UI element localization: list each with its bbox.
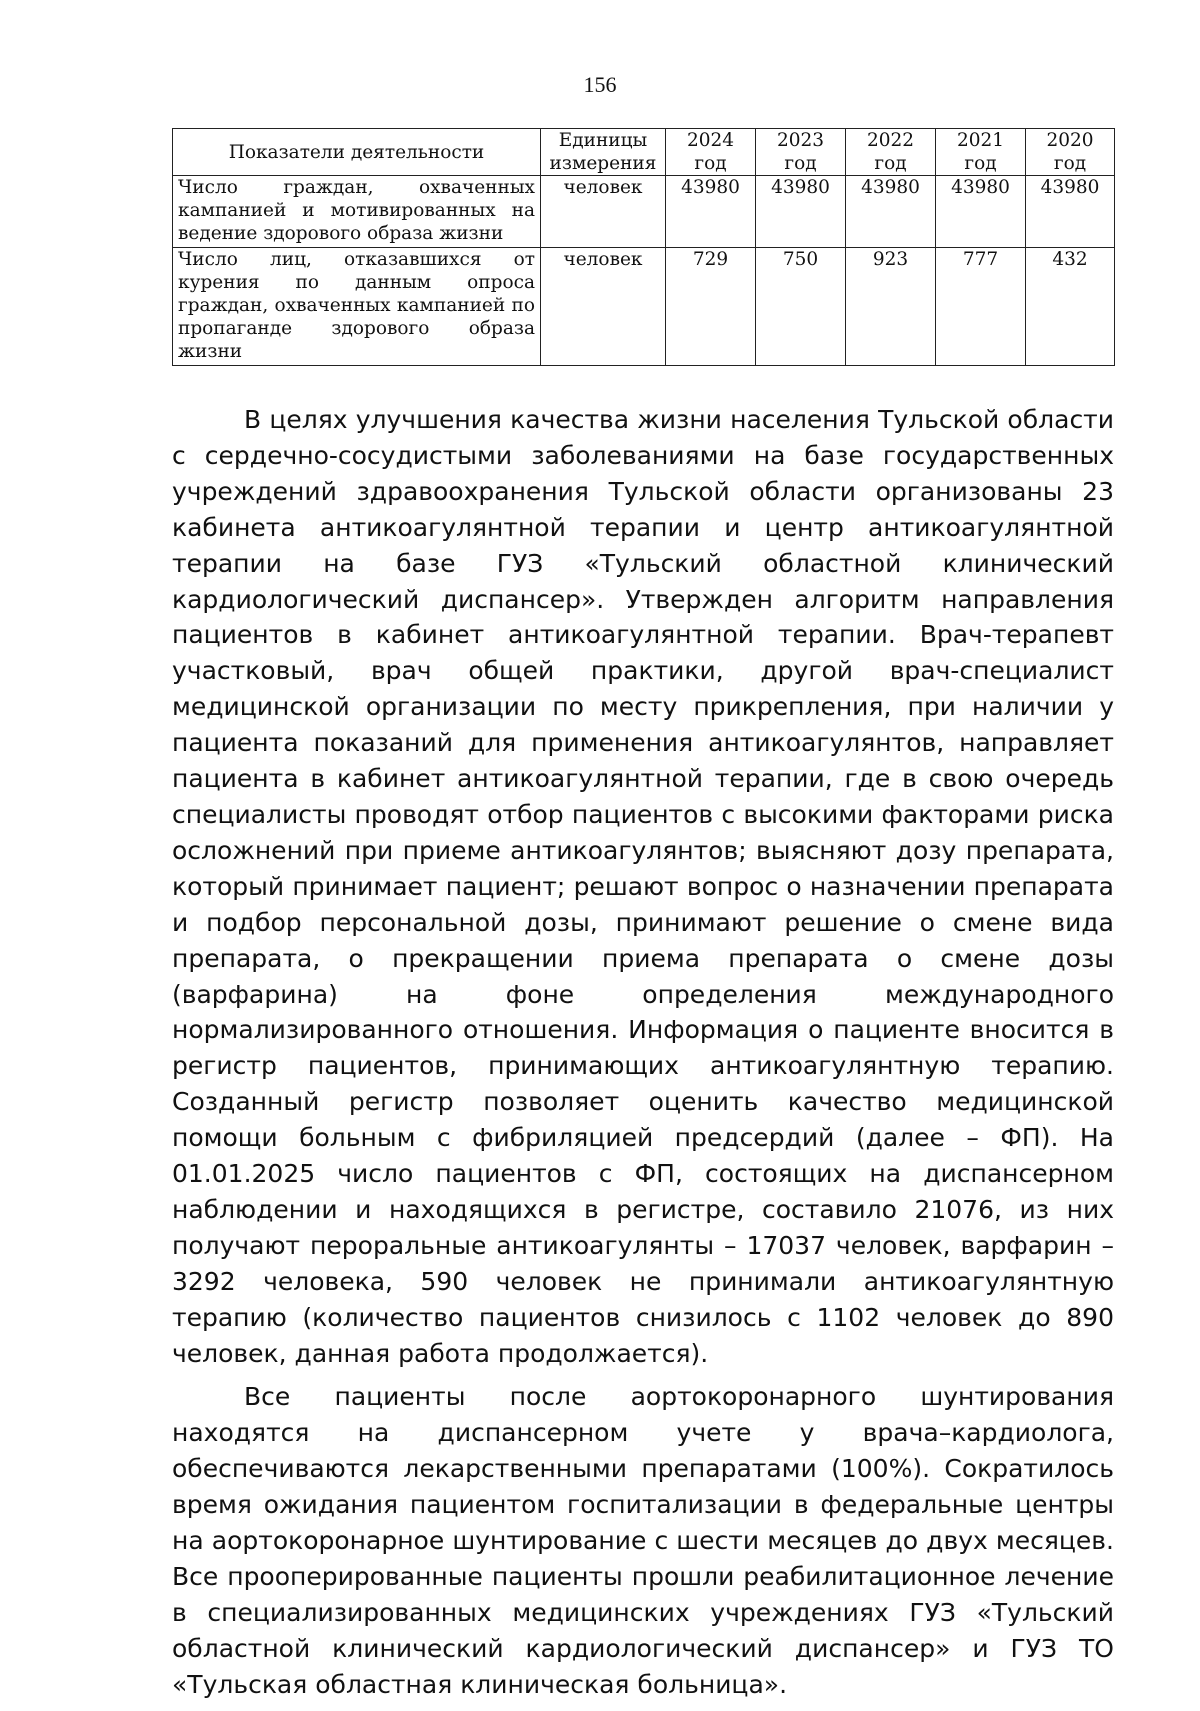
table-row xyxy=(173,248,1115,366)
header-year-2024: 2024 год xyxy=(666,129,756,176)
row-value-2024: 43980 xyxy=(666,176,756,248)
row-value-2020: 43980 xyxy=(1026,176,1115,248)
table-header-row xyxy=(173,129,1115,176)
row-unit: человек xyxy=(541,248,666,366)
row-value-2021: 43980 xyxy=(936,176,1026,248)
row-value-2020: 432 xyxy=(1026,248,1115,366)
paragraph-bypass-surgery: Все пациенты после аортокоронарного шунтирования находятся на диспансерном учете у врача–кардиолога, обеспечиваются лекарственными препаратами (100%). Сократилось время ожидания пациентом госпитализации в федеральные центры на аортокоронарное шунтирование с шести месяцев до двух месяцев. Все прооперированные пациенты прошли реабилитационное лечение в специализированных медицинских учреждениях ГУЗ «Тульский областной клинический кардиологический диспансер» и ГУЗ ТО «Тульская областная клиническая больница». xyxy=(172,1382,1114,1699)
row-value-2021: 777 xyxy=(936,248,1026,366)
row-unit: человек xyxy=(541,176,666,248)
indicators-table xyxy=(172,128,1115,366)
row-value-2024: 729 xyxy=(666,248,756,366)
header-year-2023: 2023 год xyxy=(756,129,846,176)
header-year-2022: 2022 год xyxy=(846,129,936,176)
row-value-2023: 43980 xyxy=(756,176,846,248)
row-value-2023: 750 xyxy=(756,248,846,366)
header-year-2021: 2021 год xyxy=(936,129,1026,176)
row-value-2022: 43980 xyxy=(846,176,936,248)
row-indicator-name: Число граждан, охваченных кампанией и мотивированных на ведение здорового образа жизни xyxy=(173,176,541,248)
paragraph-anticoagulant-therapy: В целях улучшения качества жизни населения Тульской области с сердечно-сосудистыми заболеваниями на базе государственных учреждений здравоохранения Тульской области организованы 23 кабинета антикоагулянтной терапии и центр антикоагулянтной терапии на базе ГУЗ «Тульский областной клинический кардиологический диспансер». Утвержден алгоритм направления пациентов в кабинет антикоагулянтной терапии. Врач-терапевт участковый, врач общей практики, другой врач-специалист медицинской организации по месту прикрепления, при наличии у пациента показаний для применения антикоагулянтов, направляет пациента в кабинет антикоагулянтной терапии, где в свою очередь специалисты проводят отбор пациентов с высокими факторами риска осложнений при приеме антикоагулянтов; выясняют дозу препарата, который принимает пациент; решают вопрос о назначении препарата и подбор персональной дозы, принимают решение о смене вида препарата, о прекращении приема препарата о смене дозы (варфарина) на фоне определения международного нормализированного отношения. Информация о пациенте вносится в регистр пациентов, принимающих антикоагулянтную терапию. Созданный регистр позволяет оценить качество медицинской помощи больным с фибриляцией предсердий (далее – ФП). На 01.01.2025 число пациентов с ФП, состоящих на диспансерном наблюдении и находящихся в регистре, составило 21076, из них получают пероральные антикоагулянты – 17037 человек, варфарин – 3292 человека, 590 человек не принимали антикоагулянтную терапию (количество пациентов снизилось с 1102 человек до 890 человек, данная работа продолжается). xyxy=(172,405,1114,1368)
body-text xyxy=(172,402,1114,1711)
header-indicator: Показатели деятельности xyxy=(173,129,541,176)
row-value-2022: 923 xyxy=(846,248,936,366)
row-indicator-name: Число лиц, отказавшихся от курения по данным опроса граждан, охваченных кампанией по пропаганде здорового образа жизни xyxy=(173,248,541,366)
table-row xyxy=(173,176,1115,248)
header-unit: Единицы измерения xyxy=(541,129,666,176)
header-year-2020: 2020 год xyxy=(1026,129,1115,176)
page-number: 156 xyxy=(583,72,617,97)
